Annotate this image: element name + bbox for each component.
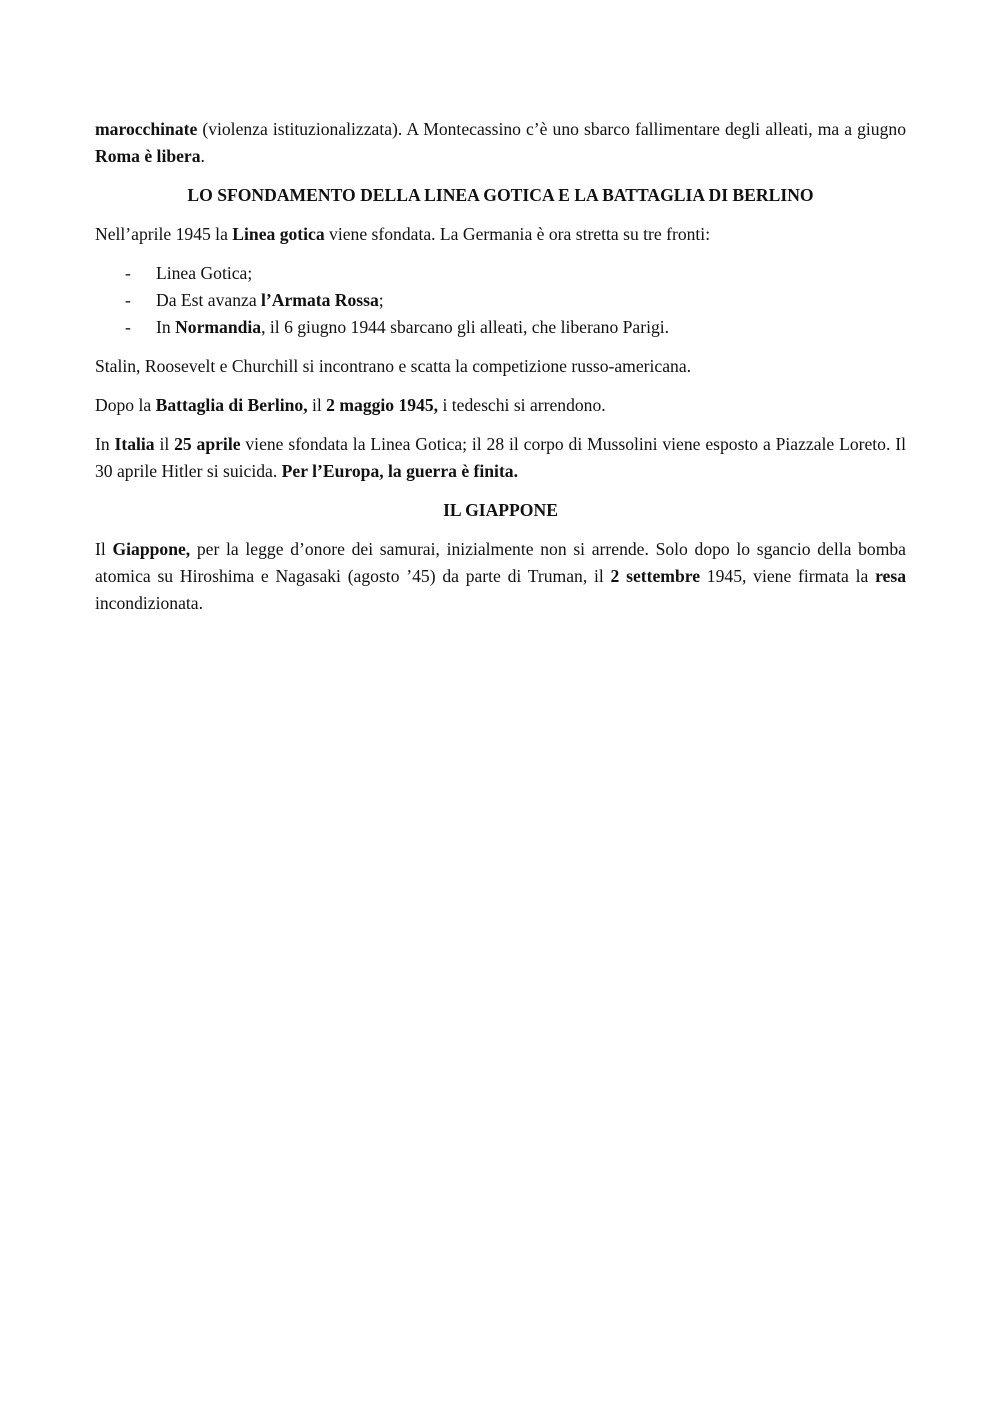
bold-text: 2 settembre [610,566,701,586]
list-bullet: - [125,290,131,310]
paragraph-italia [95,431,906,485]
text: (violenza istituzionalizzata). A Montecassino c’è uno sbarco fallimentare degli alleati, ma a giugno [197,119,906,139]
text: In [156,317,176,337]
bold-text: Battaglia di Berlino, [155,395,308,415]
text: Nell’aprile 1945 la [95,224,233,244]
bold-text: l’Armata Rossa [261,290,379,310]
text: Linea Gotica; [156,263,253,283]
text: i tedeschi si arrendono. [438,395,606,415]
text: per la legge d’onore dei samurai, inizialmente non si arrende. Solo dopo lo sgancio della bomba atomica su Hiroshima e Nagasaki (agosto ’45) da parte di Truman, il [95,539,906,586]
bold-text: Roma è libera [95,146,201,166]
paragraph-battaglia-berlino [95,392,906,419]
text: Il [95,539,113,559]
bold-text: 25 aprile [174,434,241,454]
bold-text: marocchinate [95,119,198,139]
text: Da Est avanza [156,290,262,310]
fronts-list [95,260,906,341]
text: , il 6 giugno 1944 sbarcano gli alleati, che liberano Parigi. [261,317,670,337]
bold-text: resa [875,566,907,586]
paragraph-giappone [95,536,906,617]
text: il [154,434,175,454]
text: 1945, viene firmata la [700,566,876,586]
bold-text: Italia [114,434,155,454]
paragraph-aprile-1945 [95,221,906,248]
bold-text: Normandia [175,317,262,337]
bold-text: Per l’Europa, la guerra è finita. [281,461,519,481]
list-item [95,314,906,341]
bold-text: Linea gotica [232,224,325,244]
text: In [95,434,115,454]
bold-text: 2 maggio 1945, [326,395,439,415]
list-bullet: - [125,263,131,283]
page-content [95,116,906,629]
section-heading-giappone: IL GIAPPONE [443,500,558,520]
text: . [200,146,205,166]
text: ; [378,290,384,310]
text: viene sfondata la Linea Gotica; il 28 il corpo di Mussolini viene esposto a Piazzale Loreto. Il 30 aprile Hitler si suicida. [95,434,906,481]
text: viene sfondata. La Germania è ora stretta su tre fronti: [324,224,711,244]
text: incondizionata. [95,593,203,613]
list-bullet: - [125,317,131,337]
paragraph-stalin-roosevelt: Stalin, Roosevelt e Churchill si incontrano e scatta la competizione russo-americana. [95,356,692,376]
bold-text: Giappone, [112,539,191,559]
list-item [95,287,906,314]
text: Dopo la [95,395,156,415]
list-item [95,260,906,287]
text: il [307,395,327,415]
paragraph-marocchinate [95,116,906,170]
section-heading-linea-gotica: LO SFONDAMENTO DELLA LINEA GOTICA E LA BATTAGLIA DI BERLINO [187,185,814,205]
